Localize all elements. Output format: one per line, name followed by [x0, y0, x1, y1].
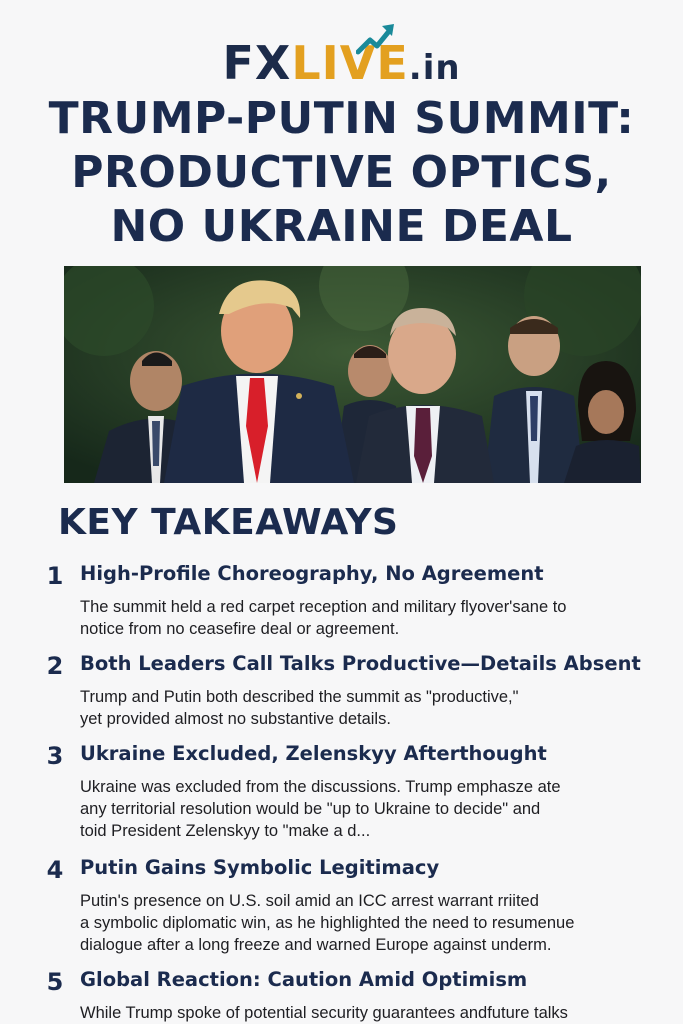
takeaway-number: 2	[46, 652, 64, 680]
takeaway-body-line: While Trump spoke of potential security guarantees andfuture talks	[80, 1004, 568, 1022]
takeaway-number: 3	[46, 742, 64, 770]
logo-wordmark	[222, 36, 460, 90]
takeaway-body-line: yet provided almost no substantive details.	[80, 710, 391, 728]
takeaway-body-line: notice from no ceasefire deal or agreement.	[80, 620, 400, 638]
logo-tld-text: .in	[408, 48, 461, 88]
takeaway-body-line: any territorial resolution would be "up to Ukraine to decide" and	[80, 800, 541, 818]
key-takeaways-title: KEY TAKEAWAYS	[58, 502, 399, 543]
takeaway-body	[80, 596, 640, 640]
takeaway-body-line: Putin's presence on U.S. soil amid an ICC arrest warrant rriited	[80, 892, 539, 910]
takeaway-body-line: toid President Zelenskyy to "make a d...	[80, 822, 371, 840]
takeaway-body-line: Ukraine was excluded from the discussions. Trump emphasze ate	[80, 778, 561, 796]
logo-fx-text: FX	[222, 36, 292, 90]
takeaway-body	[80, 1002, 640, 1024]
takeaway-heading: High-Profile Choreography, No Agreement	[80, 562, 544, 585]
headline	[20, 92, 663, 254]
takeaway-body	[80, 686, 640, 730]
headline-line: PRODUCTIVE OPTICS,	[71, 147, 612, 198]
takeaway-body-line: dialogue after a long freeze and warned Europe against underm.	[80, 936, 552, 954]
takeaway-heading: Global Reaction: Caution Amid Optimism	[80, 968, 528, 991]
site-logo[interactable]	[0, 30, 683, 90]
takeaway-item	[40, 562, 650, 642]
takeaway-item	[40, 742, 650, 847]
takeaway-body	[80, 776, 640, 842]
takeaway-body	[80, 890, 640, 956]
takeaway-item	[40, 652, 650, 732]
takeaway-item	[40, 856, 650, 961]
takeaway-heading: Putin Gains Symbolic Legitimacy	[80, 856, 440, 879]
takeaway-item	[40, 968, 650, 1024]
takeaway-number: 1	[46, 562, 64, 590]
takeaway-body-line: Trump and Putin both described the summit as "productive,"	[80, 688, 519, 706]
takeaway-heading: Ukraine Excluded, Zelenskyy Afterthought	[80, 742, 547, 765]
headline-line: TRUMP-PUTIN SUMMIT:	[48, 93, 635, 144]
takeaway-heading: Both Leaders Call Talks Productive—Details Absent	[80, 652, 641, 675]
logo-live-text: LIVE	[291, 36, 409, 90]
takeaway-number: 4	[46, 856, 64, 884]
takeaway-body-line: a symbolic diplomatic win, as he highlighted the need to resumenue	[80, 914, 575, 932]
summit-photo	[64, 266, 641, 483]
headline-line: NO UKRAINE DEAL	[110, 201, 573, 252]
takeaway-body-line: The summit held a red carpet reception and military flyover'sane to	[80, 598, 567, 616]
takeaway-number: 5	[46, 968, 64, 996]
trend-arrow-icon	[356, 22, 396, 56]
